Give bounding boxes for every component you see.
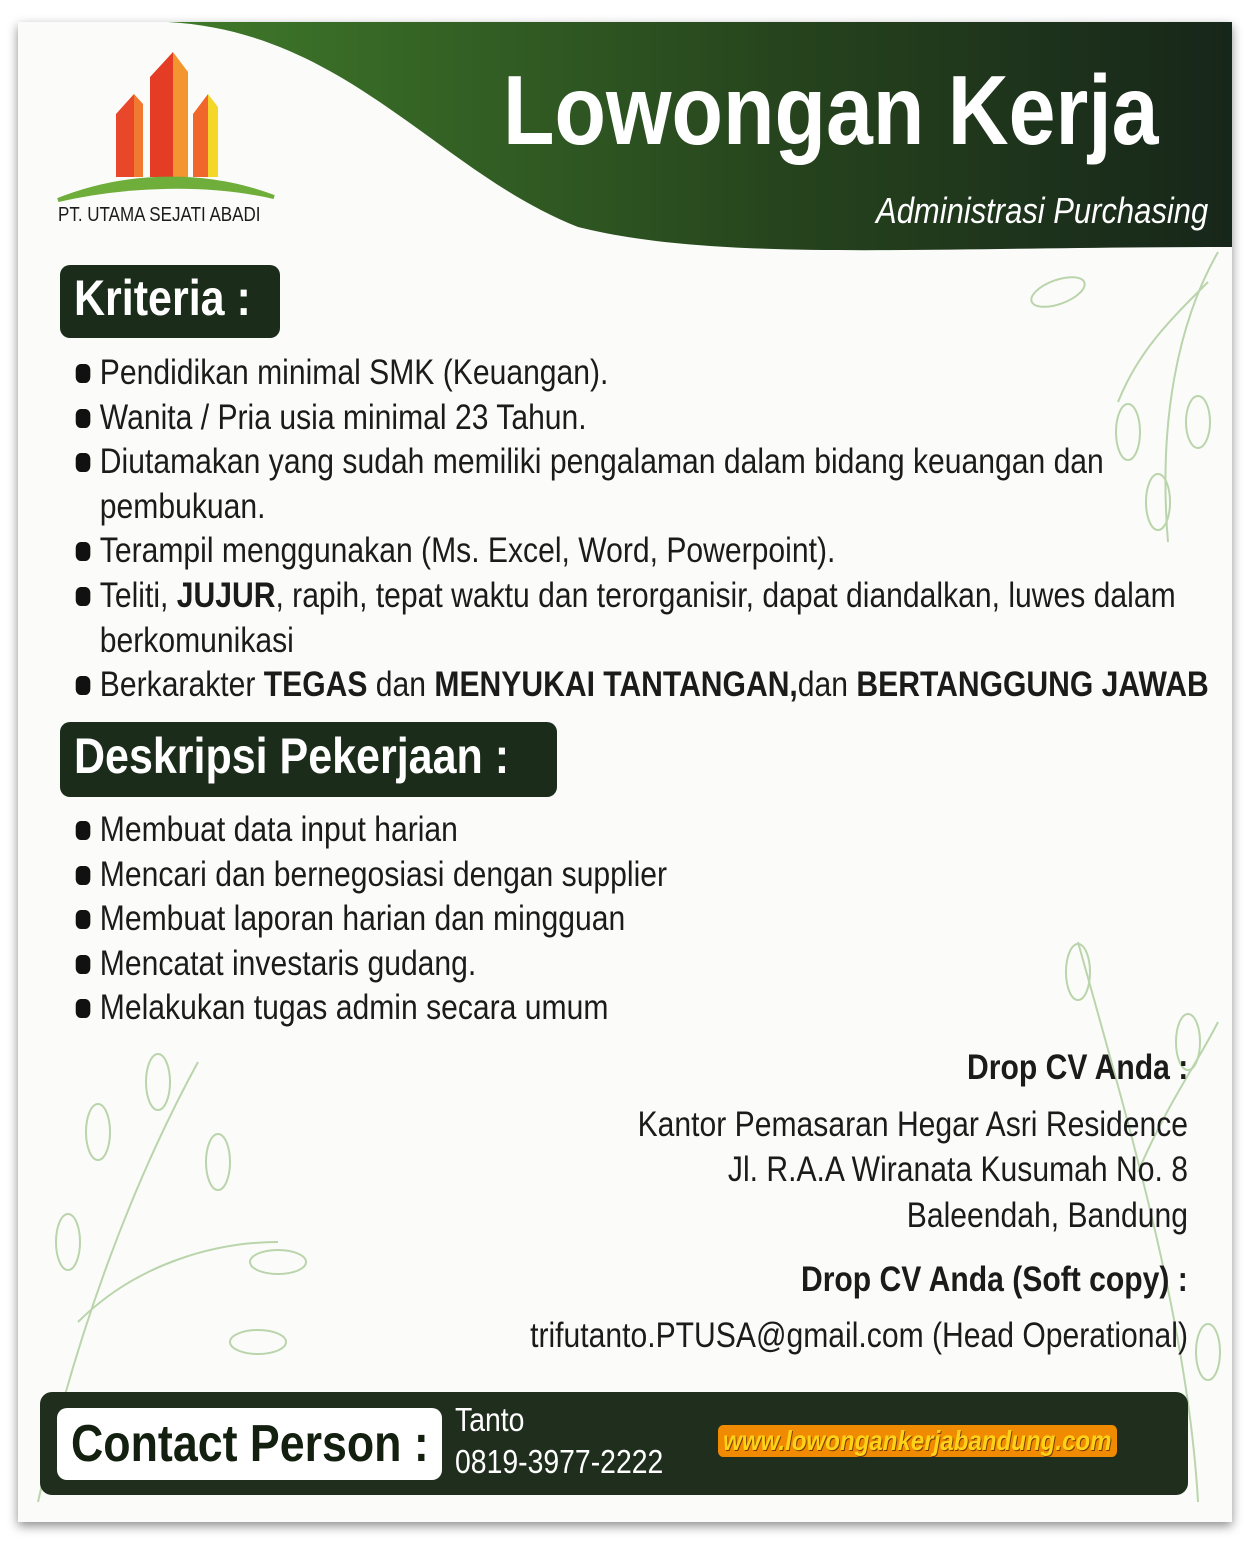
company-logo [58,52,274,200]
list-item: Wanita / Pria usia minimal 23 Tahun. [74,396,1201,441]
job-position: Administrasi Purchasing [875,190,1208,231]
company-name: PT. UTAMA SEJATI ABADI [58,204,261,226]
list-item: Terampil menggunakan (Ms. Excel, Word, Powerpoint). [74,529,1201,574]
description-list [74,808,1201,1031]
list-item: Mencari dan bernegosiasi dengan supplier [74,853,1201,898]
address-line: Jl. R.A.A Wiranata Kusumah No. 8 [727,1150,1188,1189]
drop-cv-heading: Drop CV Anda : [966,1048,1188,1087]
list-item: Membuat laporan harian dan mingguan [74,897,1201,942]
list-item: Pendidikan minimal SMK (Keuangan). [74,351,1201,396]
address-line: Baleendah, Bandung [906,1196,1188,1235]
contact-bar [40,1392,1188,1495]
page-title: Lowongan Kerja [503,55,1159,165]
criteria-list [74,351,1209,708]
email-address[interactable]: trifutanto.PTUSA@gmail.com (Head Operational) [530,1316,1188,1355]
contact-label: Contact Person : [57,1408,442,1480]
contact-phone[interactable]: 0819-3977-2222 [455,1443,664,1480]
list-item: Teliti, JUJUR, rapih, tepat waktu dan terorganisir, dapat diandalkan, luwes dalam berkomunikasi [74,574,1201,663]
list-item: Membuat data input harian [74,808,1201,853]
list-item: Mencatat investaris gudang. [74,942,1201,987]
criteria-heading: Kriteria : [60,265,280,338]
description-heading: Deskripsi Pekerjaan : [60,722,557,797]
website-link[interactable]: www.lowongankerjabandung.com [718,1425,1117,1457]
contact-name: Tanto [455,1401,525,1438]
soft-copy-heading: Drop CV Anda (Soft copy) : [801,1260,1188,1299]
list-item: Diutamakan yang sudah memiliki pengalaman dalam bidang keuangan dan pembukuan. [74,440,1183,529]
address-line: Kantor Pemasaran Hegar Asri Residence [637,1105,1188,1144]
list-item: Berkarakter TEGAS dan MENYUKAI TANTANGAN,dan BERTANGGUNG JAWAB [74,663,1201,708]
list-item: Melakukan tugas admin secara umum [74,986,1201,1031]
job-poster [18,22,1232,1522]
